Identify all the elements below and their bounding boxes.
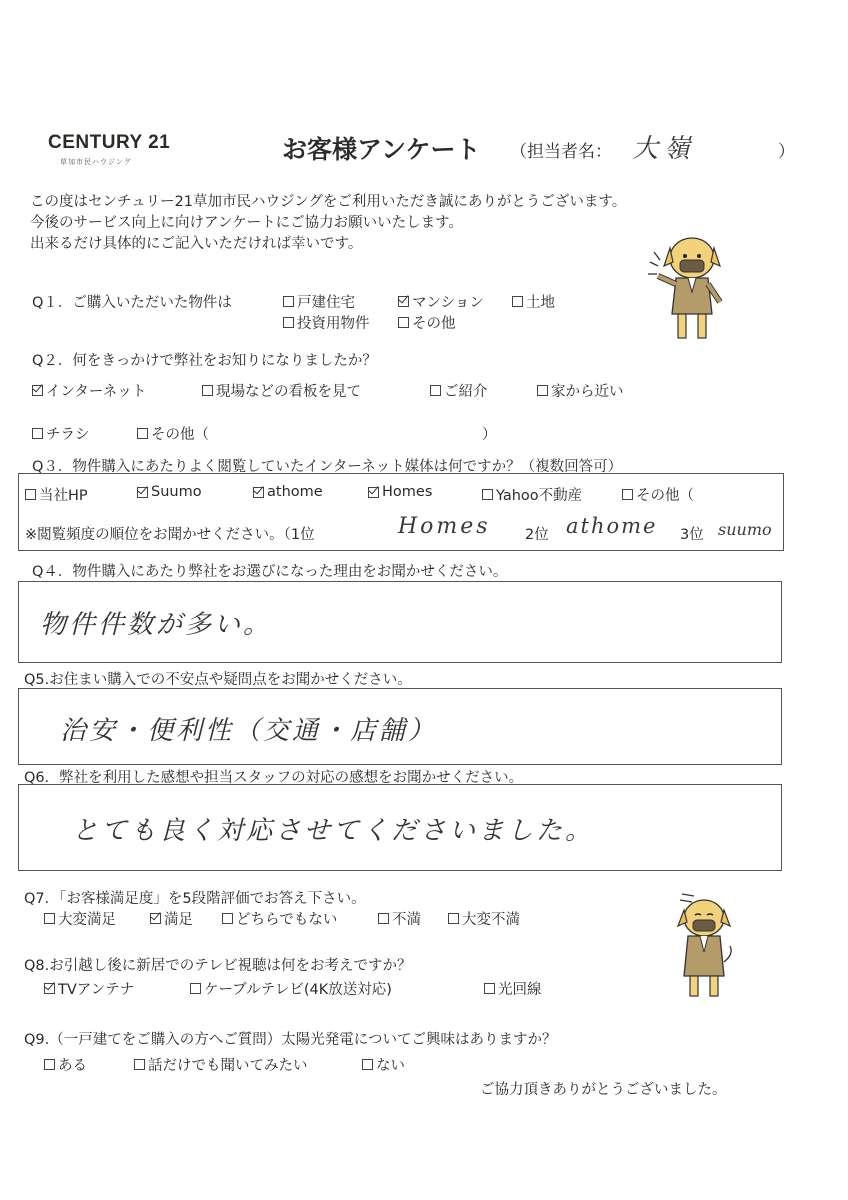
q2-option-near-home[interactable]: 家から近い bbox=[537, 380, 624, 401]
q7-option-neutral[interactable]: どちらでもない bbox=[222, 908, 337, 929]
checkbox-icon[interactable] bbox=[222, 913, 233, 924]
intro-line-2: 今後のサービス向上に向けアンケートにご協力お願いいたします。 bbox=[30, 215, 463, 231]
checkbox-icon[interactable] bbox=[537, 385, 548, 396]
checkbox-checked-icon[interactable] bbox=[398, 296, 409, 307]
checkbox-icon[interactable] bbox=[512, 296, 523, 307]
checkbox-checked-icon[interactable] bbox=[32, 385, 43, 396]
q3-rank3-label: 3位 bbox=[680, 527, 704, 543]
q3-rank-note: ※閲覧頻度の順位をお聞かせください。（1位 bbox=[25, 527, 315, 543]
checkbox-icon[interactable] bbox=[484, 983, 495, 994]
checkbox-checked-icon[interactable] bbox=[253, 487, 264, 498]
q2-other-close: ） bbox=[482, 427, 497, 443]
q8-option-tv-antenna[interactable]: TVアンテナ bbox=[44, 978, 134, 999]
q1-option-other[interactable]: その他 bbox=[398, 312, 456, 333]
checkbox-icon[interactable] bbox=[430, 385, 441, 396]
q9-label: Q9.（一戸建てをご購入の方へご質問）太陽光発電についてご興味はありますか？ bbox=[24, 1032, 557, 1048]
checkbox-icon[interactable] bbox=[32, 428, 43, 439]
page-title: お客様アンケート bbox=[282, 135, 481, 164]
mascot-dog-standing-icon bbox=[668, 888, 740, 1000]
checkbox-checked-icon[interactable] bbox=[44, 983, 55, 994]
q2-option-flyer[interactable]: チラシ bbox=[32, 423, 90, 444]
q3-option-other[interactable]: その他（ bbox=[622, 484, 694, 505]
q3-rank2-value: athome bbox=[566, 514, 658, 538]
checkbox-icon[interactable] bbox=[448, 913, 459, 924]
q7-option-very-satisfied[interactable]: 大変満足 bbox=[44, 908, 116, 929]
q7-label: Q7．「お客様満足度」を5段階評価でお答え下さい。 bbox=[24, 891, 366, 907]
q3-rank3-value: suumo bbox=[718, 520, 772, 539]
q1-option-investment[interactable]: 投資用物件 bbox=[283, 312, 370, 333]
mascot-dog-pointing-icon bbox=[640, 232, 740, 344]
q9-option-hear-more[interactable]: 話だけでも聞いてみたい bbox=[134, 1054, 308, 1075]
q3-option-company-hp[interactable]: 当社HP bbox=[25, 484, 88, 505]
q3-option-athome[interactable]: athome bbox=[253, 484, 323, 500]
checkbox-icon[interactable] bbox=[25, 489, 36, 500]
q8-label: Q8.お引越し後に新居でのテレビ視聴は何をお考えですか？ bbox=[24, 958, 412, 974]
q2-option-internet[interactable]: インターネット bbox=[32, 380, 146, 401]
staff-name-close: ） bbox=[778, 142, 795, 162]
closing-thanks: ご協力頂きありがとうございました。 bbox=[480, 1082, 727, 1098]
checkbox-icon[interactable] bbox=[44, 913, 55, 924]
checkbox-icon[interactable] bbox=[134, 1059, 145, 1070]
q3-option-homes[interactable]: Homes bbox=[368, 484, 432, 500]
checkbox-icon[interactable] bbox=[202, 385, 213, 396]
q6-label: Q6．弊社を利用した感想や担当スタッフの対応の感想をお聞かせください。 bbox=[24, 770, 524, 786]
q3-rank2-label: 2位 bbox=[525, 527, 549, 543]
q6-answer: とても良く対応させてくださいました。 bbox=[72, 816, 595, 846]
staff-name-label: （担当者名： bbox=[510, 142, 612, 162]
q5-label: Q5.お住まい購入での不安点や疑問点をお聞かせください。 bbox=[24, 672, 412, 688]
q5-answer: 治安・便利性（交通・店舗） bbox=[60, 716, 438, 746]
q3-option-suumo[interactable]: Suumo bbox=[137, 484, 202, 500]
q4-label: Q４．物件購入にあたり弊社をお選びになった理由をお聞かせください。 bbox=[32, 564, 508, 580]
q2-option-other[interactable]: その他（ bbox=[137, 423, 209, 444]
q3-rank1-value: Homes bbox=[398, 514, 491, 539]
checkbox-checked-icon[interactable] bbox=[150, 913, 161, 924]
intro-line-3: 出来るだけ具体的にご記入いただければ幸いです。 bbox=[30, 236, 363, 252]
q9-option-no[interactable]: ない bbox=[362, 1054, 405, 1075]
q7-option-very-dissatisfied[interactable]: 大変不満 bbox=[448, 908, 520, 929]
q2-option-referral[interactable]: ご紹介 bbox=[430, 380, 488, 401]
checkbox-icon[interactable] bbox=[190, 983, 201, 994]
staff-name-value: 大嶺 bbox=[632, 134, 697, 164]
q9-option-yes[interactable]: ある bbox=[44, 1054, 87, 1075]
company-logo-subtitle: 草加市民ハウジング bbox=[60, 158, 132, 166]
q3-option-yahoo[interactable]: Yahoo不動産 bbox=[482, 484, 582, 505]
checkbox-icon[interactable] bbox=[398, 317, 409, 328]
checkbox-icon[interactable] bbox=[482, 489, 493, 500]
q8-option-fiber[interactable]: 光回線 bbox=[484, 978, 542, 999]
checkbox-icon[interactable] bbox=[137, 428, 148, 439]
intro-line-1: この度はセンチュリー21草加市民ハウジングをご利用いただき誠にありがとうございます。 bbox=[30, 194, 627, 210]
q2-label: Q２．何をきっかけで弊社をお知りになりましたか？ bbox=[32, 353, 377, 369]
q1-option-land[interactable]: 土地 bbox=[512, 291, 555, 312]
company-logo: CENTURY 21 bbox=[48, 132, 171, 153]
checkbox-icon[interactable] bbox=[283, 296, 294, 307]
checkbox-icon[interactable] bbox=[283, 317, 294, 328]
q7-option-dissatisfied[interactable]: 不満 bbox=[378, 908, 421, 929]
q4-answer: 物件件数が多い。 bbox=[40, 610, 273, 640]
q8-option-cable-tv[interactable]: ケーブルテレビ(4K放送対応) bbox=[190, 978, 392, 999]
q1-label: Q１．ご購入いただいた物件は bbox=[32, 295, 232, 311]
checkbox-checked-icon[interactable] bbox=[368, 487, 379, 498]
checkbox-icon[interactable] bbox=[622, 489, 633, 500]
checkbox-icon[interactable] bbox=[44, 1059, 55, 1070]
checkbox-icon[interactable] bbox=[362, 1059, 373, 1070]
checkbox-checked-icon[interactable] bbox=[137, 487, 148, 498]
q7-option-satisfied[interactable]: 満足 bbox=[150, 908, 193, 929]
q3-label: Q３．物件購入にあたりよく閲覧していたインターネット媒体は何ですか？（複数回答可） bbox=[32, 459, 623, 475]
checkbox-icon[interactable] bbox=[378, 913, 389, 924]
q1-option-mansion[interactable]: マンション bbox=[398, 291, 484, 312]
q2-option-signboard[interactable]: 現場などの看板を見て bbox=[202, 380, 361, 401]
q1-option-house[interactable]: 戸建住宅 bbox=[283, 291, 355, 312]
